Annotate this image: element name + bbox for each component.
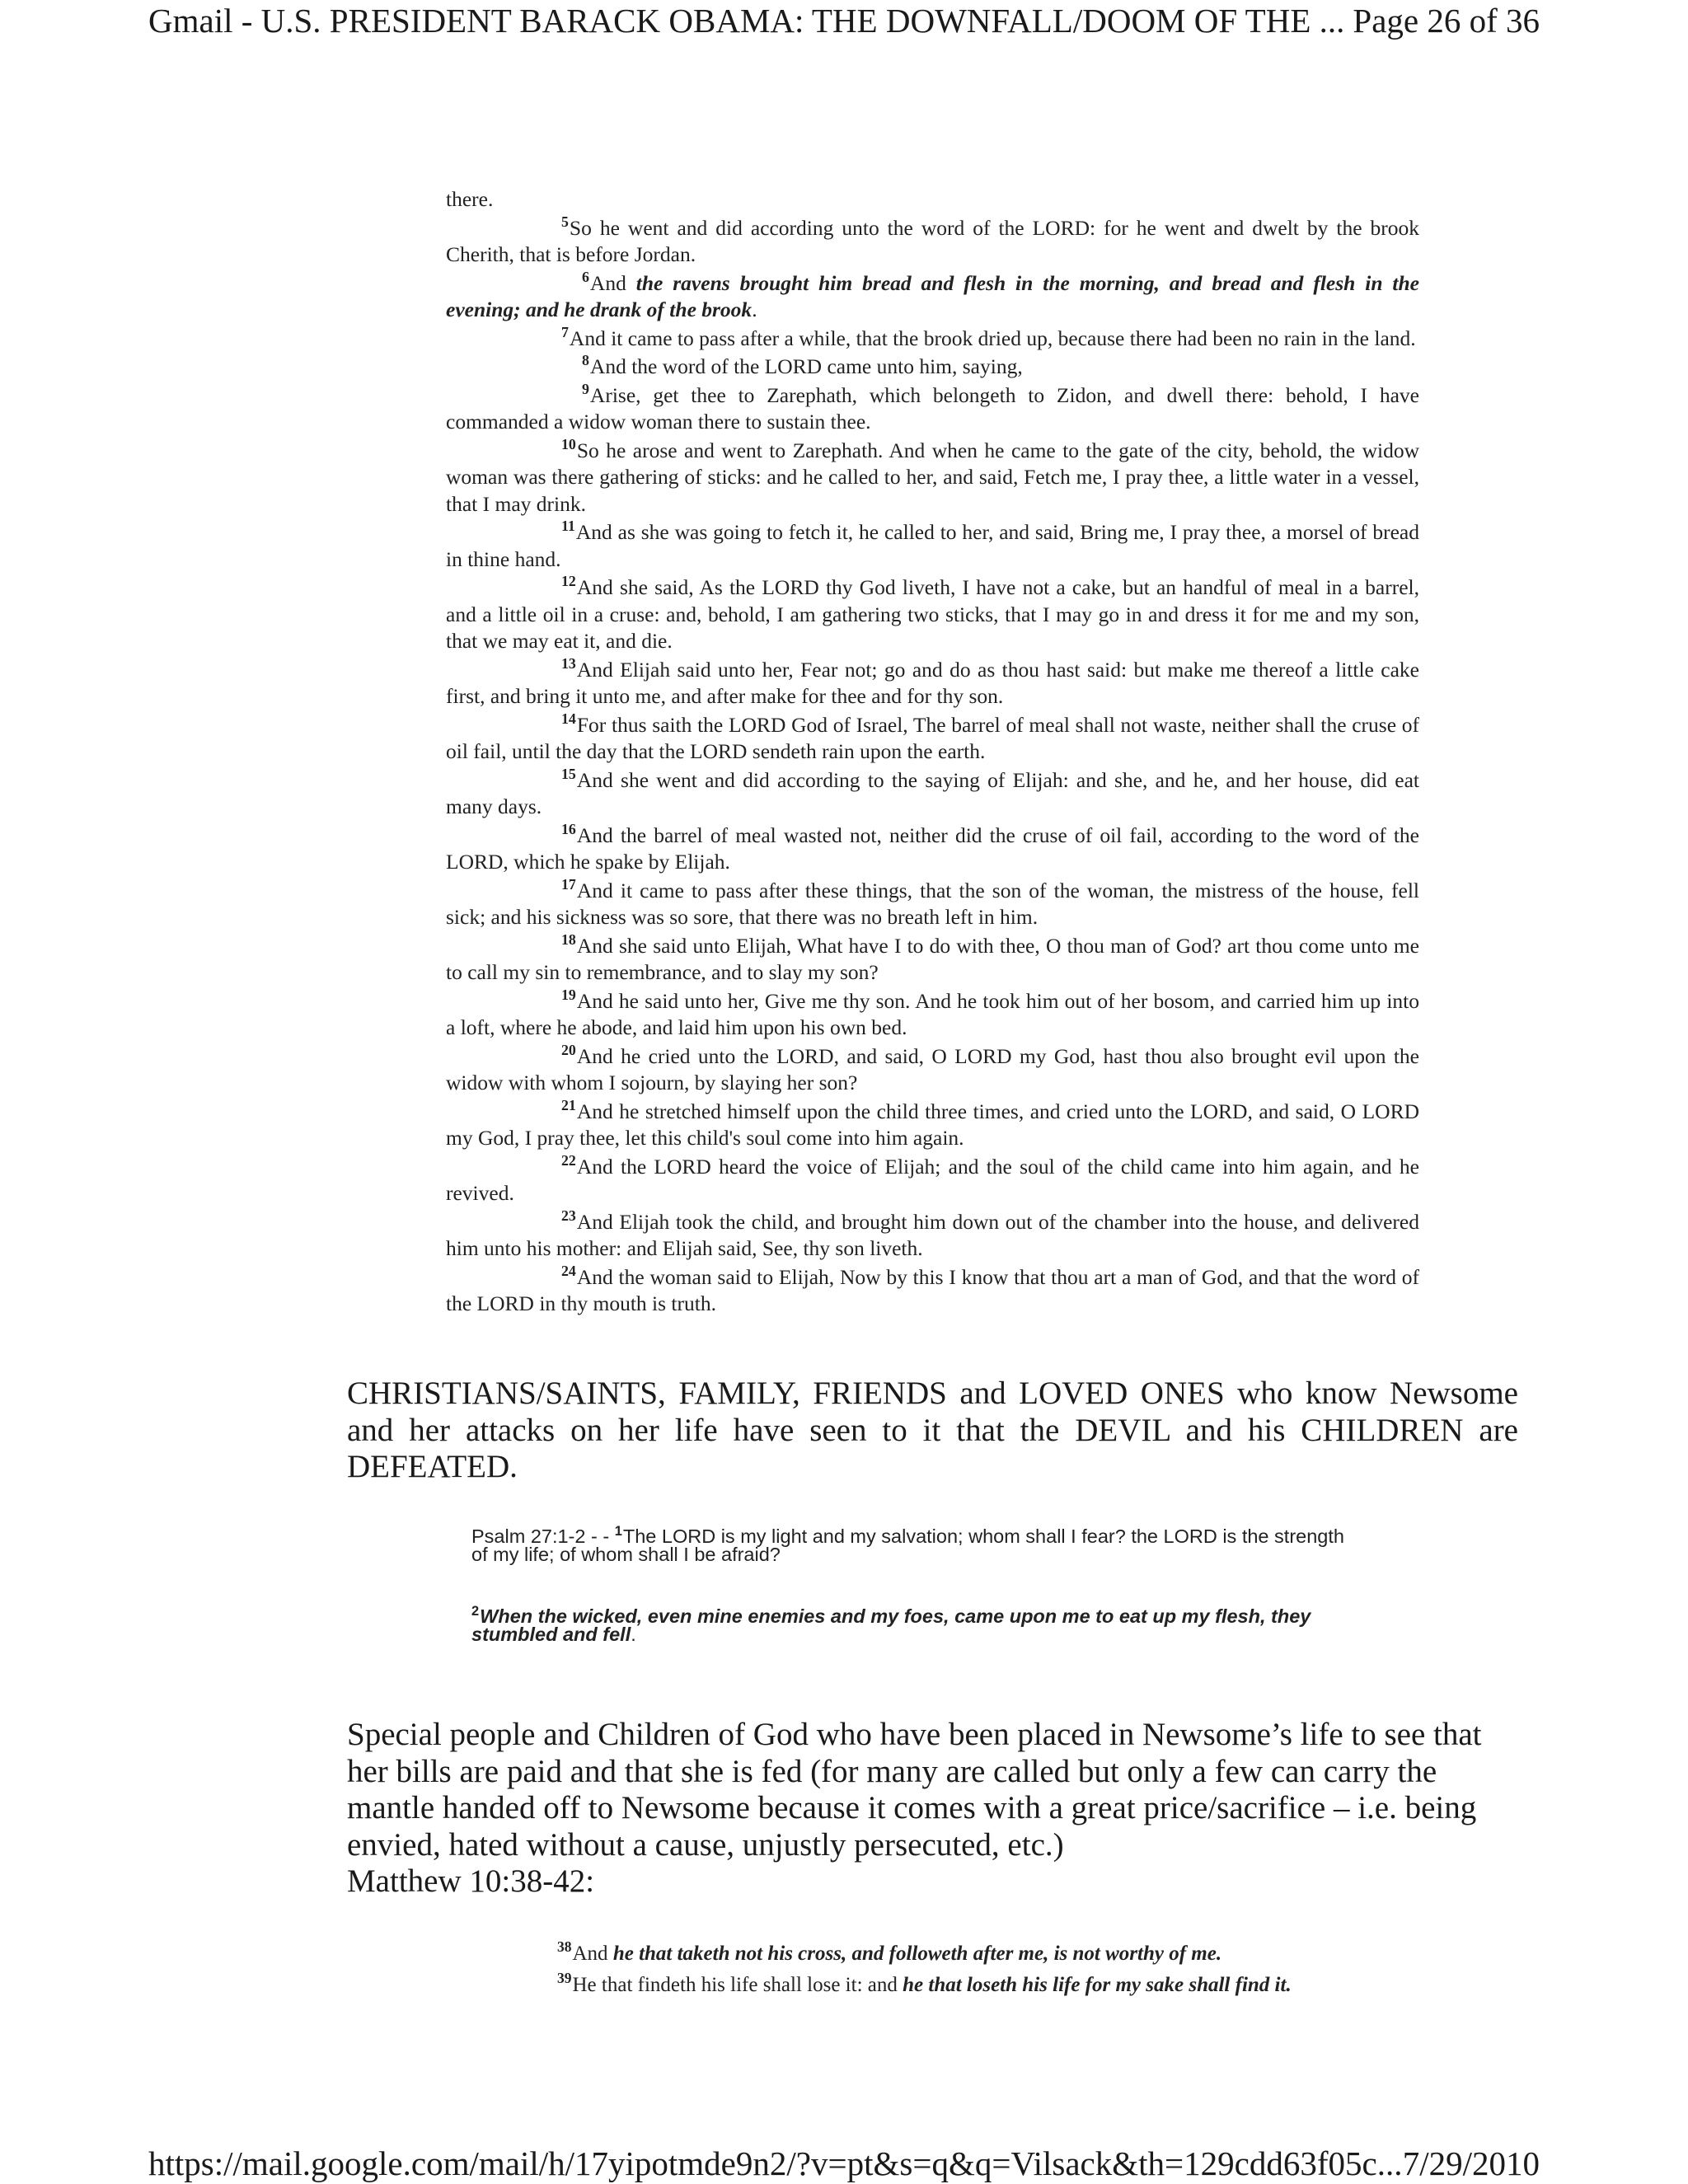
verse-text: . xyxy=(631,1624,636,1645)
verse-number: 16 xyxy=(561,820,576,837)
verse-text: And xyxy=(572,1943,613,1965)
verse-13 xyxy=(446,654,1419,710)
print-header-page-number: Page 26 of 36 xyxy=(1353,2,1540,40)
verse-number: 1 xyxy=(614,1523,622,1539)
verse-number: 23 xyxy=(561,1207,576,1224)
verse-21 xyxy=(446,1096,1419,1152)
verse-number: 15 xyxy=(561,765,576,782)
verse-text: And he stretched himself upon the child three times, and cried unto the LORD, and said, O LORD my God, I pray thee, let this child's soul come into him again. xyxy=(446,1099,1419,1150)
verse-text: He that findeth his life shall lose it: and xyxy=(572,1974,903,1996)
paragraph-text: Special people and Children of God who have been placed in Newsome’s life to see that her bills are paid and that she is fed (for many are called but only a few can carry the mantle handed off to Newsome because it comes with a great price/sacrifice – i.e. being envied, hated without a cause, unjustly persecuted, etc.) xyxy=(347,1717,1482,1863)
verse-11 xyxy=(446,519,1419,573)
print-header-title: Gmail - U.S. PRESIDENT BARACK OBAMA: THE DOWNFALL/DOOM OF THE ... xyxy=(148,2,1345,40)
verse-16 xyxy=(446,820,1419,876)
verse-9 xyxy=(446,382,1419,436)
verse-number: 8 xyxy=(582,352,589,369)
verse-number: 6 xyxy=(582,268,589,285)
verse-number: 22 xyxy=(561,1151,576,1169)
scripture-verses-block xyxy=(446,186,1419,1319)
verse-19 xyxy=(446,988,1419,1042)
verse-text: And it came to pass after these things, that the son of the woman, the mistress of the house, fell sick; and his sickness was so sore, that there was no breath left in him. xyxy=(446,878,1419,929)
verse-number: 17 xyxy=(561,875,576,893)
verse-text: And she said unto Elijah, What have I to do with thee, O thou man of God? art thou come unto me to call my sin to remembrance, and to slay my son? xyxy=(446,933,1419,984)
verse-text: And Elijah took the child, and brought him down out of the chamber into the house, and delivered him unto his mother: and Elijah said, See, thy son liveth. xyxy=(446,1209,1419,1260)
verse-number: 38 xyxy=(557,1938,572,1956)
verse-23 xyxy=(446,1209,1419,1263)
verse-5 xyxy=(446,215,1419,269)
verse-14 xyxy=(446,712,1419,766)
psalm-reference: Psalm 27:1-2 - - xyxy=(471,1526,615,1547)
verse-number: 18 xyxy=(561,930,576,948)
verse-8 xyxy=(446,354,1419,381)
verse-17 xyxy=(446,875,1419,931)
verse-6 xyxy=(446,270,1419,324)
verse-number: 10 xyxy=(561,435,576,452)
verse-7 xyxy=(446,323,1419,353)
verse-text: And she went and did according to the saying of Elijah: and she, and he, and her house, did eat many days. xyxy=(446,767,1419,818)
verse-4-tail: there. xyxy=(446,187,494,211)
verse-text: For thus saith the LORD God of Israel, The barrel of meal shall not waste, neither shall the cruse of oil fail, until the day that the LORD sendeth rain upon the earth. xyxy=(446,712,1419,763)
paragraph-defeated: CHRISTIANS/SAINTS, FAMILY, FRIENDS and LOVED ONES who know Newsome and her attacks on her life have seen to it that the DEVIL and his CHILDREN are DEFEATED. xyxy=(347,1376,1518,1484)
psalm-27-verse-1 xyxy=(471,1523,1345,1565)
verse-emphasis: he that loseth his life for my sake shall find it. xyxy=(903,1974,1292,1996)
matthew-verses xyxy=(557,1938,1629,2001)
verse-text: And xyxy=(589,270,636,295)
print-footer-date: 7/29/2010 xyxy=(1402,2144,1540,2182)
verse-text: And the LORD heard the voice of Elijah; and the soul of the child came into him again, and he revived. xyxy=(446,1154,1419,1205)
verse-number: 24 xyxy=(561,1262,576,1279)
verse-text: And the barrel of meal wasted not, neither did the cruse of oil fail, according to the word of the LORD, which he spake by Elijah. xyxy=(446,823,1419,874)
verse-emphasis: When the wicked, even mine enemies and my foes, came upon me to eat up my flesh, they stumbled and fell xyxy=(471,1605,1311,1645)
print-footer-url: https://mail.google.com/mail/h/17yipotmde9n2/?v=pt&s=q&q=Vilsack&th=129cdd63f05c... xyxy=(148,2144,1403,2182)
matthew-reference: Matthew 10:38-42: xyxy=(347,1863,595,1899)
verse-text: And as she was going to fetch it, he called to her, and said, Bring me, I pray thee, a morsel of bread in thine hand. xyxy=(446,520,1419,571)
paragraph-special-people xyxy=(347,1717,1518,1900)
verse-number: 14 xyxy=(561,710,576,727)
verse-number: 9 xyxy=(582,380,589,397)
verse-emphasis: the ravens brought him bread and flesh in the morning, and bread and flesh in the evening; and he drank of the brook xyxy=(446,270,1419,321)
verse-emphasis: he that taketh not his cross, and followeth after me, is not worthy of me. xyxy=(612,1943,1222,1965)
verse-text: And she said, As the LORD thy God liveth, I have not a cake, but an handful of meal in a barrel, and a little oil in a cruse: and, behold, I am gathering two sticks, that I may go in and dress it for me and my son, that we may eat it, and die. xyxy=(446,575,1419,653)
verse-text: So he went and did according unto the word of the LORD: for he went and dwelt by the brook Cherith, that is before Jordan. xyxy=(446,215,1419,266)
verse-number: 2 xyxy=(471,1603,480,1619)
verse-number: 20 xyxy=(561,1041,576,1058)
verse-38 xyxy=(557,1938,1629,1970)
verse-24 xyxy=(446,1264,1419,1318)
verse-number: 39 xyxy=(557,1970,572,1987)
verse-39 xyxy=(557,1970,1629,2001)
verse-20 xyxy=(446,1043,1419,1097)
verse-number: 7 xyxy=(561,323,569,340)
verse-text: And he said unto her, Give me thy son. And he took him out of her bosom, and carried him up into a loft, where he abode, and laid him upon his own bed. xyxy=(446,988,1419,1039)
verse-text: So he arose and went to Zarephath. And when he came to the gate of the city, behold, the widow woman was there gathering of sticks: and he called to her, and said, Fetch me, I pray thee, a little water in a vessel, that I may drink. xyxy=(446,438,1419,516)
verse-number: 21 xyxy=(561,1096,576,1113)
verse-15 xyxy=(446,767,1419,821)
verse-number: 11 xyxy=(561,518,575,535)
verse-22 xyxy=(446,1151,1419,1207)
verse-text: The LORD is my light and my salvation; whom shall I fear? the LORD is the strength of my life; of whom shall I be afraid? xyxy=(471,1526,1344,1565)
psalm-27-verse-2 xyxy=(471,1603,1345,1645)
verse-12 xyxy=(446,574,1419,655)
verse-text: And he cried unto the LORD, and said, O LORD my God, hast thou also brought evil upon the widow with whom I sojourn, by slaying her son? xyxy=(446,1043,1419,1094)
verse-text: And the woman said to Elijah, Now by this I know that thou art a man of God, and that the word of the LORD in thy mouth is truth. xyxy=(446,1264,1419,1315)
verse-number: 13 xyxy=(561,654,576,672)
verse-number: 12 xyxy=(561,573,576,590)
verse-text: . xyxy=(752,298,757,321)
verse-10 xyxy=(446,435,1419,518)
verse-text: And Elijah said unto her, Fear not; go and do as thou hast said: but make me thereof a little cake first, and bring it unto me, and after make for thee and for thy son. xyxy=(446,657,1419,708)
verse-text: And the word of the LORD came unto him, saying, xyxy=(589,354,1023,378)
verse-number: 5 xyxy=(561,213,569,230)
verse-18 xyxy=(446,930,1419,987)
verse-number: 19 xyxy=(561,986,576,1003)
verse-text: And it came to pass after a while, that the brook dried up, because there had been no rain in the land. xyxy=(569,326,1416,350)
verse-text: Arise, get thee to Zarephath, which belongeth to Zidon, and dwell there: behold, I have commanded a widow woman there to sustain thee. xyxy=(446,382,1419,434)
